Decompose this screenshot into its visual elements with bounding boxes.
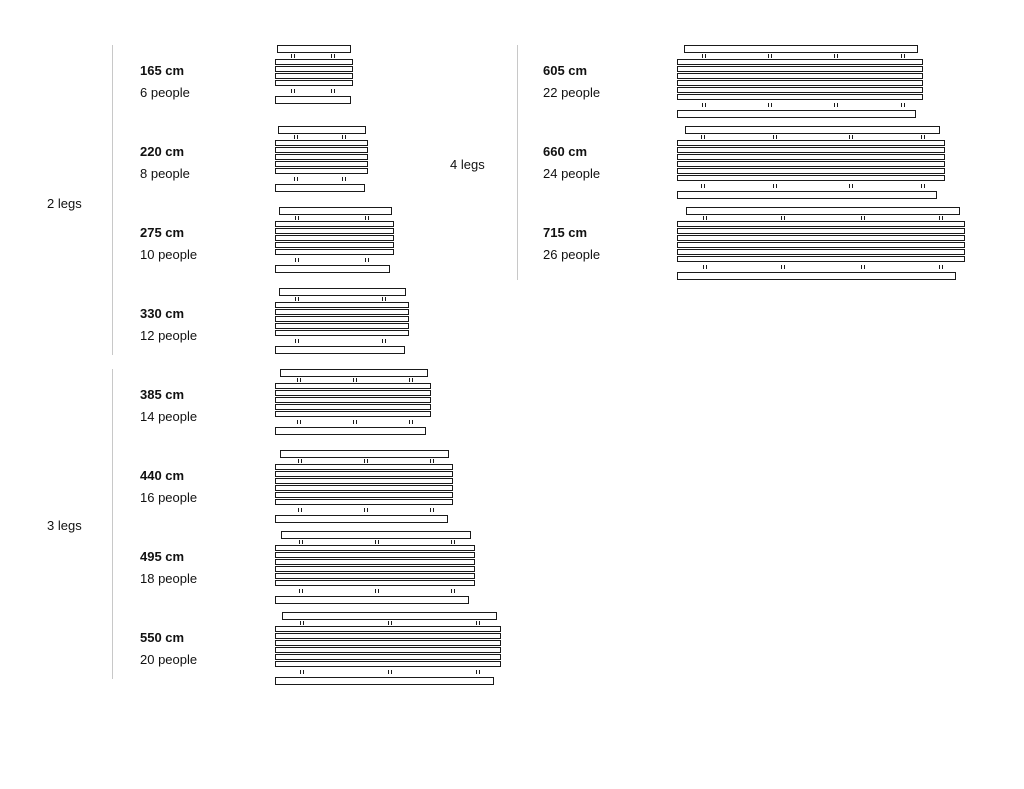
table-bottom-edge: [275, 596, 469, 604]
table-illustration: [677, 207, 965, 271]
table-size-label: 715 cm: [543, 225, 588, 240]
table-leg-mark: [939, 265, 943, 269]
table-slat: [275, 404, 431, 410]
table-slat: [677, 228, 965, 234]
table-slat: [677, 73, 923, 79]
table-slat: [677, 242, 965, 248]
table-top-edge: [279, 288, 406, 296]
table-bottom-edge: [275, 515, 448, 523]
table-slat: [275, 383, 431, 389]
table-bottom-edge: [275, 346, 405, 354]
table-leg-mark: [921, 135, 925, 139]
table-leg-mark: [300, 670, 304, 674]
table-leg-mark: [353, 378, 357, 382]
table-capacity-label: 26 people: [543, 247, 601, 262]
table-leg-mark: [701, 184, 705, 188]
table-slat: [275, 545, 475, 551]
table-size-label: 495 cm: [140, 549, 185, 564]
group-label-3-legs: 3 legs: [47, 518, 82, 533]
table-bottom-edge: [275, 677, 494, 685]
table-leg-mark: [451, 589, 455, 593]
table-illustration: [275, 612, 501, 676]
table-capacity-label: 18 people: [140, 571, 198, 586]
table-leg-mark: [353, 420, 357, 424]
table-capacity-label: 24 people: [543, 166, 601, 181]
table-leg-mark: [298, 508, 302, 512]
table-slat: [275, 411, 431, 417]
table-capacity-label: 12 people: [140, 328, 198, 343]
group-label-4-legs: 4 legs: [450, 157, 485, 172]
table-entry-labels: [140, 306, 260, 343]
table-entry-labels: [140, 549, 260, 586]
table-leg-mark: [430, 508, 434, 512]
table-entry: [0, 126, 1024, 196]
table-size-label: 165 cm: [140, 63, 185, 78]
table-slat: [677, 94, 923, 100]
table-leg-mark: [364, 459, 368, 463]
table-slat: [275, 464, 453, 470]
table-slat: [677, 221, 965, 227]
table-entry: [0, 612, 1024, 682]
table-leg-mark: [768, 54, 772, 58]
table-slat: [275, 573, 475, 579]
table-top-edge: [686, 207, 960, 215]
table-slat: [677, 175, 945, 181]
table-slat: [275, 323, 409, 329]
table-slat: [677, 235, 965, 241]
table-leg-mark: [773, 184, 777, 188]
table-leg-mark: [297, 378, 301, 382]
table-slat: [275, 580, 475, 586]
table-illustration: [275, 288, 409, 352]
table-size-label: 330 cm: [140, 306, 185, 321]
table-size-label: 275 cm: [140, 225, 185, 240]
table-leg-mark: [388, 670, 392, 674]
table-bottom-edge: [677, 272, 956, 280]
table-entry-labels: [543, 225, 663, 262]
table-size-label: 220 cm: [140, 144, 185, 159]
table-leg-mark: [297, 420, 301, 424]
table-slat: [275, 471, 453, 477]
table-top-edge: [684, 45, 918, 53]
table-slat: [275, 485, 453, 491]
table-slat: [275, 478, 453, 484]
table-leg-mark: [409, 378, 413, 382]
table-slat: [275, 640, 501, 646]
table-capacity-label: 20 people: [140, 652, 198, 667]
table-illustration: [275, 450, 453, 514]
table-size-label: 605 cm: [543, 63, 588, 78]
table-capacity-label: 22 people: [543, 85, 601, 100]
table-entry: [0, 450, 1024, 520]
table-leg-mark: [773, 135, 777, 139]
table-leg-mark: [388, 621, 392, 625]
table-entry-labels: [140, 468, 260, 505]
table-leg-mark: [295, 297, 299, 301]
table-slat: [275, 661, 501, 667]
table-size-label: 550 cm: [140, 630, 185, 645]
table-top-edge: [685, 126, 940, 134]
table-leg-mark: [901, 103, 905, 107]
table-leg-mark: [849, 184, 853, 188]
table-slat: [275, 302, 409, 308]
table-bottom-edge: [677, 191, 937, 199]
table-leg-mark: [295, 339, 299, 343]
table-leg-mark: [702, 103, 706, 107]
table-slat: [677, 154, 945, 160]
table-top-edge: [280, 450, 449, 458]
table-slat: [677, 140, 945, 146]
table-slat: [275, 499, 453, 505]
table-entry: [0, 369, 1024, 439]
table-entry-labels: [140, 387, 260, 424]
table-leg-mark: [849, 135, 853, 139]
table-top-edge: [280, 369, 428, 377]
table-entry: [0, 288, 1024, 358]
group-label-2-legs: 2 legs: [47, 196, 82, 211]
table-leg-mark: [364, 508, 368, 512]
table-leg-mark: [861, 265, 865, 269]
table-size-label: 660 cm: [543, 144, 588, 159]
table-slat: [677, 147, 945, 153]
table-slat: [677, 256, 965, 262]
table-top-edge: [281, 531, 471, 539]
table-slat: [677, 87, 923, 93]
table-leg-mark: [382, 297, 386, 301]
table-leg-mark: [382, 339, 386, 343]
table-size-label: 385 cm: [140, 387, 185, 402]
table-illustration: [677, 45, 923, 109]
table-entry-labels: [140, 630, 260, 667]
table-leg-mark: [701, 135, 705, 139]
table-slat: [275, 316, 409, 322]
table-leg-mark: [939, 216, 943, 220]
table-leg-mark: [834, 54, 838, 58]
table-leg-mark: [375, 589, 379, 593]
table-slat: [677, 66, 923, 72]
table-slat: [677, 80, 923, 86]
table-slat: [275, 552, 475, 558]
table-size-label: 440 cm: [140, 468, 185, 483]
table-leg-mark: [702, 54, 706, 58]
table-slat: [677, 168, 945, 174]
table-slat: [275, 633, 501, 639]
table-leg-mark: [430, 459, 434, 463]
table-leg-mark: [861, 216, 865, 220]
table-leg-mark: [451, 540, 455, 544]
table-top-edge: [282, 612, 497, 620]
table-bottom-edge: [677, 110, 916, 118]
table-slat: [275, 559, 475, 565]
table-bottom-edge: [275, 427, 426, 435]
table-leg-mark: [781, 265, 785, 269]
table-slat: [275, 492, 453, 498]
table-leg-mark: [901, 54, 905, 58]
table-leg-mark: [298, 459, 302, 463]
table-leg-mark: [300, 621, 304, 625]
table-entry: [0, 531, 1024, 601]
table-illustration: [275, 369, 431, 433]
table-leg-mark: [703, 216, 707, 220]
table-slat: [275, 626, 501, 632]
table-slat: [677, 161, 945, 167]
table-leg-mark: [299, 589, 303, 593]
table-entry: [0, 207, 1024, 277]
table-leg-mark: [476, 670, 480, 674]
table-leg-mark: [921, 184, 925, 188]
table-leg-mark: [409, 420, 413, 424]
table-slat: [275, 309, 409, 315]
table-capacity-label: 8 people: [140, 166, 190, 181]
table-slat: [275, 654, 501, 660]
table-capacity-label: 14 people: [140, 409, 198, 424]
table-illustration: [275, 531, 475, 595]
table-capacity-label: 16 people: [140, 490, 198, 505]
table-entry: [0, 45, 1024, 115]
table-leg-mark: [834, 103, 838, 107]
table-slat: [275, 566, 475, 572]
table-leg-mark: [768, 103, 772, 107]
table-capacity-label: 10 people: [140, 247, 198, 262]
table-entry-labels: [543, 144, 663, 181]
table-slat: [677, 249, 965, 255]
table-leg-mark: [703, 265, 707, 269]
table-leg-mark: [375, 540, 379, 544]
table-slat: [275, 330, 409, 336]
table-entry-labels: [543, 63, 663, 100]
table-leg-mark: [476, 621, 480, 625]
table-capacity-label: 6 people: [140, 85, 190, 100]
table-slat: [275, 390, 431, 396]
table-slat: [677, 59, 923, 65]
table-illustration: [677, 126, 945, 190]
table-leg-mark: [299, 540, 303, 544]
table-leg-mark: [781, 216, 785, 220]
table-slat: [275, 397, 431, 403]
table-slat: [275, 647, 501, 653]
